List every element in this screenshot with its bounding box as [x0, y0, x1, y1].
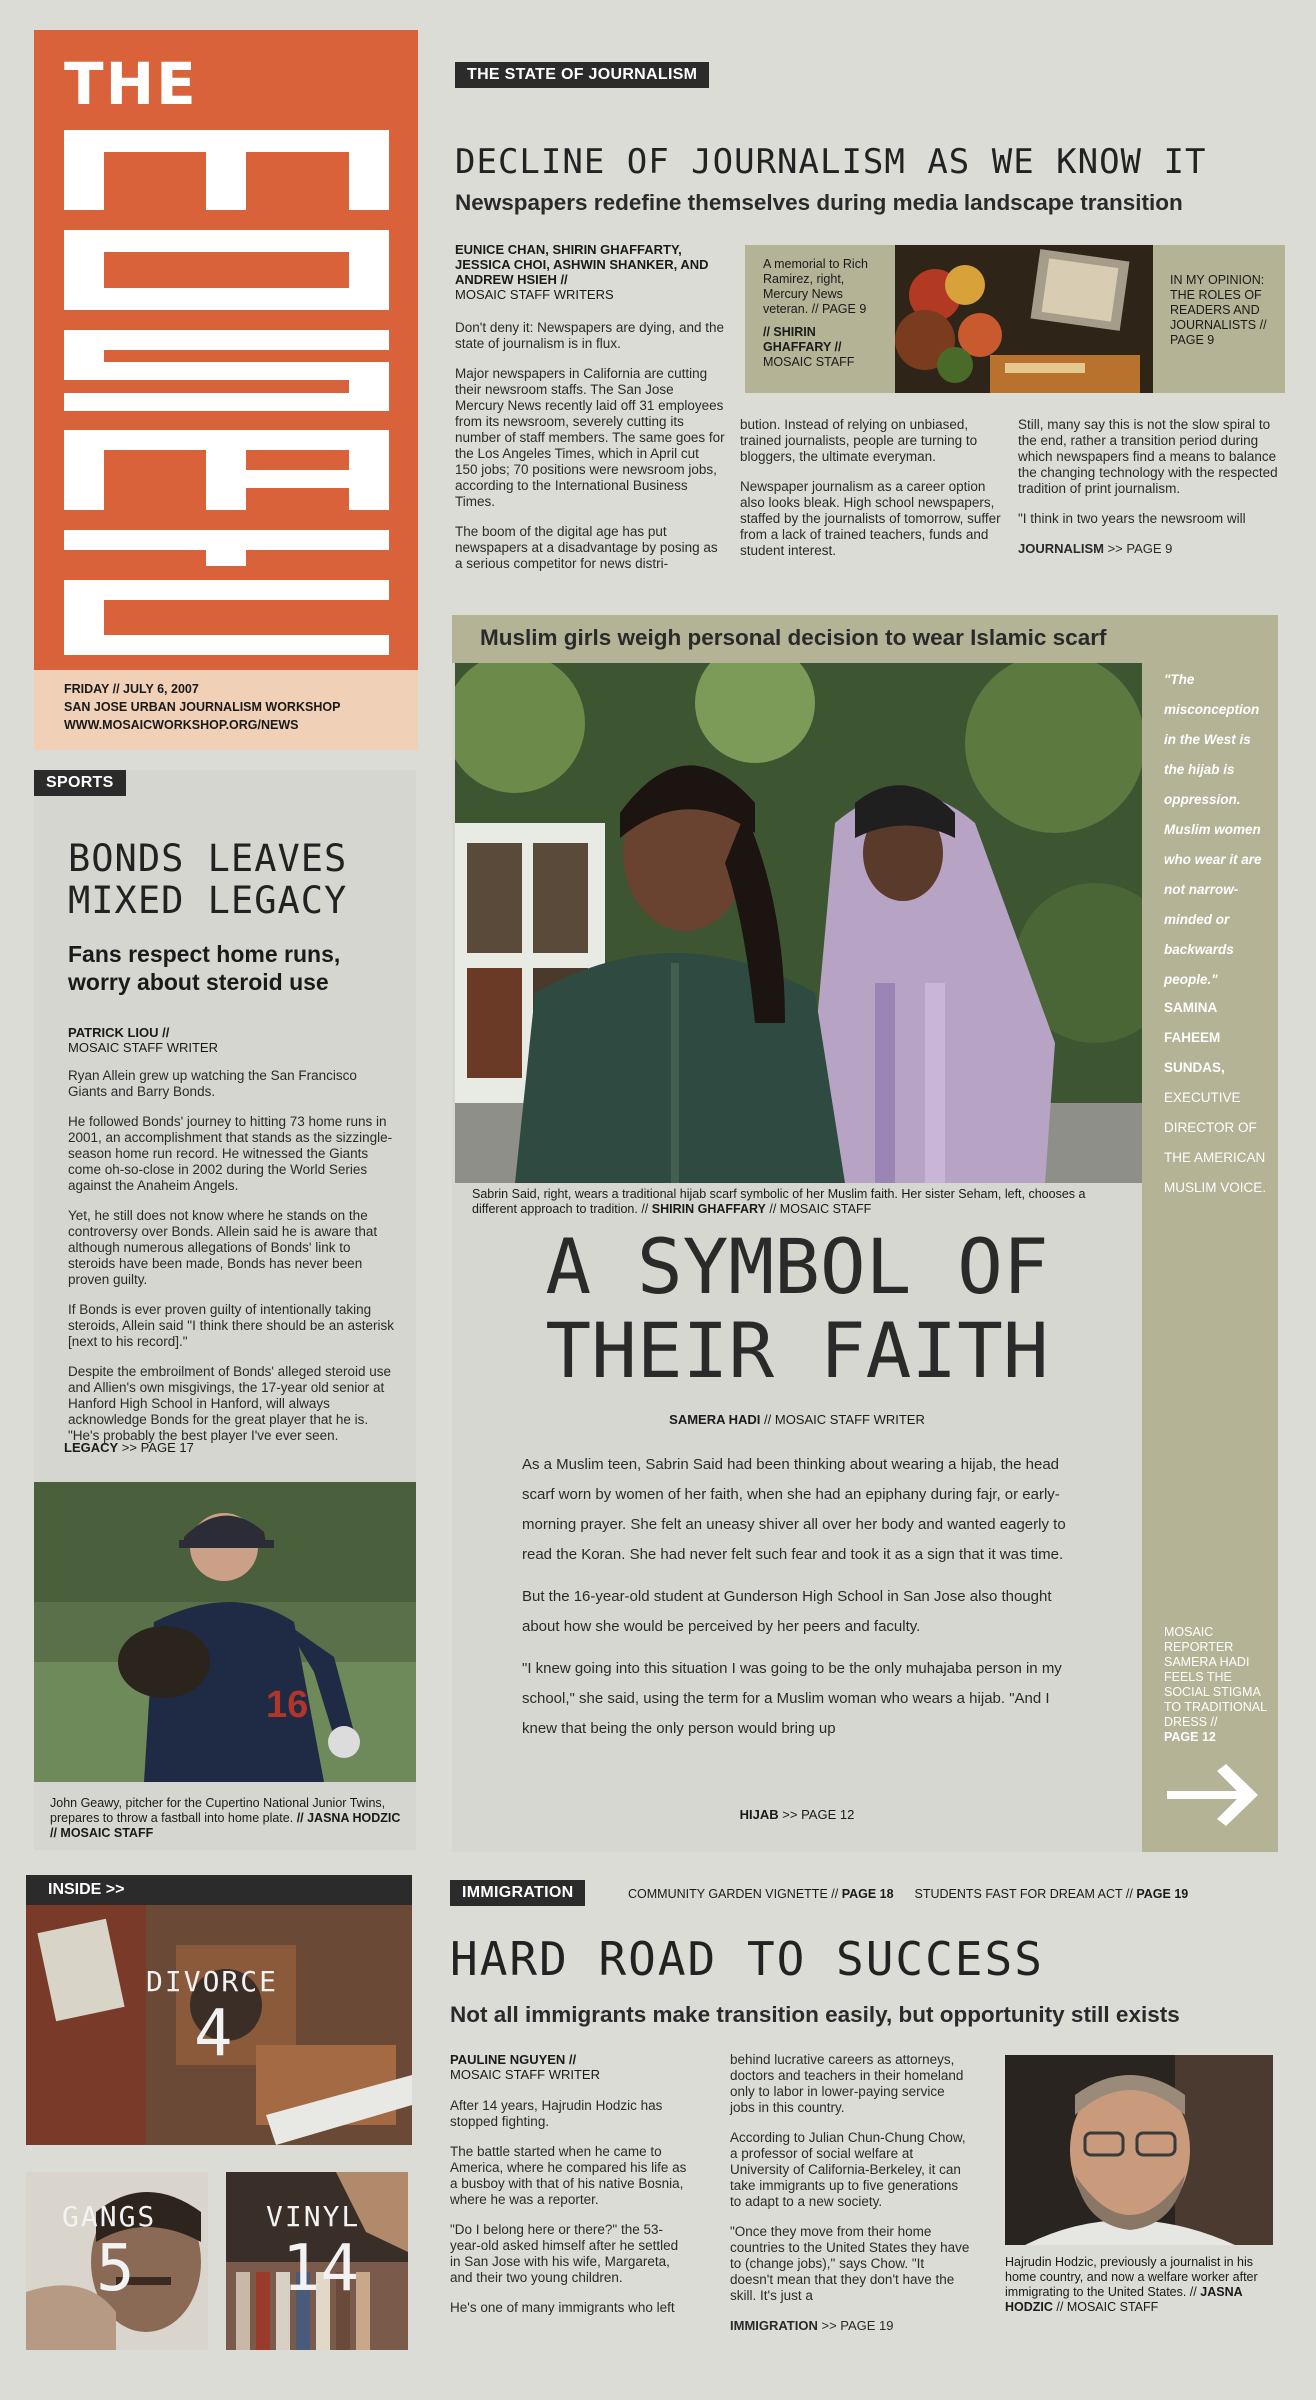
hodzic-photo-drawing — [1005, 2055, 1273, 2245]
paragraph: He followed Bonds' journey to hitting 73 home runs in 2001, an accomplishment that stands as the sizzingle-season home run record. He witnessed the Giants come oh-so-close in 2002 during the World Series against the Anaheim Angels. — [68, 1114, 393, 1193]
inside-vinyl-page: 14 — [282, 2232, 360, 2306]
sports-headline-line1: BONDS LEAVES — [68, 837, 348, 880]
pitcher-caption — [50, 1796, 405, 1841]
teaser-dream-act-page[interactable]: PAGE 19 — [1136, 1887, 1189, 1901]
teaser-garden[interactable]: COMMUNITY GARDEN VIGNETTE // — [628, 1887, 839, 1901]
journalism-photo-band — [745, 245, 1285, 393]
paragraph: According to Julian Chun-Chung Chow, a professor of social welfare at University of California-Berkeley, it can take immigrants up to five generations to adapt to a new society. — [730, 2130, 966, 2209]
inside-divorce-page: 4 — [194, 1997, 233, 2071]
pitcher-caption-credit: // JASNA HODZIC // MOSAIC STAFF — [50, 1811, 401, 1840]
paragraph: "I knew going into this situation I was going to be the only muhajaba person in my school," she said, using the term for a Muslim woman who wears a hijab. "And I knew that being the only person would bring up — [522, 1660, 1062, 1737]
journalism-headline[interactable]: DECLINE OF JOURNALISM AS WE KNOW IT — [455, 142, 1207, 182]
jump-page: >> PAGE 9 — [1107, 541, 1173, 556]
hijab-sidebar — [1142, 615, 1278, 1852]
memorial-caption-role: MOSAIC STAFF — [763, 355, 855, 369]
hodzic-photo — [1005, 2055, 1273, 2245]
section-label-sports: SPORTS — [34, 770, 126, 796]
letter-A — [64, 430, 389, 510]
masthead-block-letters — [54, 125, 399, 660]
hijab-headline[interactable] — [452, 1222, 1142, 1395]
inside-vinyl-title: VINYL — [266, 2200, 361, 2233]
immigration-headline[interactable]: HARD ROAD TO SUCCESS — [450, 1932, 1044, 1986]
immigration-byline-name: PAULINE NGUYEN // — [450, 2052, 577, 2067]
memorial-photo-drawing — [895, 245, 1153, 393]
inside-section — [26, 1875, 412, 2355]
paragraph: Major newspapers in California are cutting their newsroom staffs. The San Jose Mercury News recently laid off 31 employees from its newsroom, severely cutting its number of staff members. The same goes for the Los Angeles Times, which in April cut 150 jobs; 70 positions were newsroom jobs, according to the International Business Times. — [455, 366, 725, 509]
jump-word: HIJAB — [739, 1807, 779, 1822]
journalism-byline-role: MOSAIC STAFF WRITERS — [455, 287, 614, 302]
paragraph: Despite the embroilment of Bonds' alleged steroid use and Allien's own misgivings, the 17-year old senior at Hanford High School in Hanford, will always acknowledge Bonds for the great player that he is. "He's probably the best player I've ever seen. — [68, 1364, 392, 1443]
hijab-photo-caption — [472, 1187, 1132, 1217]
jump-word: LEGACY — [64, 1440, 119, 1455]
memorial-caption — [763, 257, 875, 370]
paragraph: "Once they move from their home countries to the United States they have to (change jobs)," says Chow. "It doesn't mean that they don't have the skill. It's just a — [730, 2224, 970, 2303]
inside-item-gangs[interactable] — [26, 2172, 208, 2350]
masthead-org: SAN JOSE URBAN JOURNALISM WORKSHOP — [64, 700, 341, 714]
immigration-jump[interactable] — [730, 2318, 970, 2334]
journalism-byline — [455, 242, 725, 302]
inside-item-divorce[interactable] — [26, 1905, 412, 2145]
paragraph: Still, many say this is not the slow spiral to the end, rather a transition period during which newspapers find a means to balance the changing technology with the respected tradition of print journalism. — [1018, 417, 1278, 496]
hijab-sidebar-note[interactable] — [1164, 1625, 1272, 1745]
hijab-byline — [452, 1412, 1142, 1427]
hijab-quote: "The misconception in the West is the hijab is oppression. Muslim women who wear it are not narrow-minded or backwards people." — [1164, 672, 1262, 987]
hijab-headline-line2: THEIR FAITH — [545, 1306, 1049, 1395]
journalism-deck: Newspapers redefine themselves during media landscape transition — [455, 190, 1183, 215]
immigration-col2 — [730, 2052, 970, 2334]
hodzic-caption-text: Hajrudin Hodzic, previously a journalist in his home country, and now a welfare worker after immigrating to the United States. // — [1005, 2255, 1258, 2299]
journalism-jump[interactable] — [1018, 541, 1283, 557]
paragraph: He's one of many immigrants who left — [450, 2300, 675, 2315]
letter-M — [64, 130, 389, 210]
sports-byline — [68, 1025, 218, 1055]
immigration-byline — [450, 2052, 600, 2082]
paragraph: bution. Instead of relying on unbiased, trained journalists, people are turning to bloggers, the ultimate everyman. — [740, 417, 978, 464]
letter-C — [64, 580, 389, 655]
sports-headline[interactable] — [68, 838, 347, 922]
paragraph: "I think in two years the newsroom will — [1018, 511, 1246, 526]
inside-item-vinyl[interactable] — [226, 2172, 408, 2350]
hijab-byline-name: SAMERA HADI — [669, 1412, 761, 1427]
paragraph: behind lucrative careers as attorneys, doctors and teachers in their homeland only to labor in lower-paying service jobs in this country. — [730, 2052, 964, 2115]
paragraph: But the 16-year-old student at Gunderson High School in San Jose also thought about how she would be perceived by her peers and faculty. — [522, 1588, 1052, 1635]
hijab-sidebar-page: PAGE 12 — [1164, 1730, 1216, 1744]
masthead-the: THE — [64, 50, 198, 118]
hijab-jump[interactable] — [452, 1807, 1142, 1822]
sports-body — [68, 1068, 398, 1458]
inside-label-bar — [26, 1875, 412, 1905]
immigration-section — [450, 1880, 1280, 2360]
inside-gangs-title: GANGS — [62, 2200, 157, 2233]
section-label-journalism: THE STATE OF JOURNALISM — [455, 62, 709, 88]
hijab-sidebar-note-text: MOSAIC REPORTER SAMERA HADI FEELS THE SOCIAL STIGMA TO TRADITIONAL DRESS // — [1164, 1625, 1267, 1729]
jump-word: IMMIGRATION — [730, 2318, 818, 2333]
paragraph: After 14 years, Hajrudin Hodzic has stopped fighting. — [450, 2098, 663, 2129]
section-label-immigration: IMMIGRATION — [450, 1880, 585, 1906]
immigration-byline-role: MOSAIC STAFF WRITER — [450, 2067, 600, 2082]
journalism-col2 — [740, 417, 1002, 573]
paragraph: As a Muslim teen, Sabrin Said had been thinking about wearing a hijab, the head scarf worn by women of her faith, when she had an epiphany during fajr, or early-morning prayer. She felt an uneasy shiver all over her body and wanted eagerly to read the Koran. She had never felt such fear and took it as a sign that it was time. — [522, 1456, 1066, 1563]
hodzic-caption-role: // MOSAIC STAFF — [1056, 2300, 1159, 2314]
immigration-teasers — [628, 1887, 1188, 1901]
paragraph: If Bonds is ever proven guilty of intentionally taking steroids, Allein said "I think there should be an asterisk [next to his record]." — [68, 1302, 394, 1349]
jump-word: JOURNALISM — [1018, 541, 1104, 556]
masthead-info — [34, 670, 418, 750]
hijab-kicker-band — [452, 615, 1142, 663]
memorial-caption-text: A memorial to Rich Ramirez, right, Mercury News veteran. // PAGE 9 — [763, 257, 868, 316]
hijab-photo — [455, 663, 1142, 1183]
pitcher-caption-text: John Geawy, pitcher for the Cupertino National Junior Twins, prepares to throw a fastball into home plate. — [50, 1796, 386, 1825]
journalism-section — [455, 62, 1285, 582]
hijab-headline-line1: A SYMBOL OF — [545, 1222, 1049, 1311]
hodzic-caption — [1005, 2255, 1273, 2315]
hijab-kicker: Muslim girls weigh personal decision to wear Islamic scarf — [480, 625, 1107, 650]
sports-deck: Fans respect home runs, worry about steroid use — [68, 941, 341, 995]
hijab-section — [452, 615, 1278, 1852]
letter-I — [64, 530, 389, 566]
jump-page: >> PAGE 19 — [821, 2318, 894, 2333]
sports-headline-line2: MIXED LEGACY — [68, 879, 348, 922]
hijab-caption-text: Sabrin Said, right, wears a traditional hijab scarf symbolic of her Muslim faith. Her sister Seham, left, chooses a different approach to tradition. // — [472, 1187, 1086, 1216]
journalism-col1 — [455, 320, 725, 586]
journalism-byline-names: EUNICE CHAN, SHIRIN GHAFFARTY, JESSICA CHOI, ASHWIN SHANKER, AND ANDREW HSIEH // — [455, 242, 709, 287]
masthead-date: FRIDAY // JULY 6, 2007 — [64, 682, 199, 696]
hijab-byline-role: // MOSAIC STAFF WRITER — [764, 1412, 925, 1427]
masthead — [34, 30, 418, 750]
hijab-body — [522, 1450, 1082, 1744]
sports-byline-name: PATRICK LIOU // — [68, 1025, 170, 1040]
hijab-caption-credit: SHIRIN GHAFFARY — [651, 1202, 766, 1216]
paragraph: Newspaper journalism as a career option also looks bleak. High school newspapers, staffed by the journalists of tomorrow, suffer from a lack of trained teachers, funds and student interest. — [740, 479, 1001, 558]
masthead-logo — [34, 30, 418, 670]
hijab-quote-name: SAMINA FAHEEM SUNDAS, — [1164, 1000, 1225, 1075]
arrow-right-icon[interactable] — [1162, 1760, 1262, 1830]
pitcher-photo-drawing — [34, 1482, 416, 1782]
memorial-caption-credit: // SHIRIN GHAFFARY // — [763, 325, 842, 354]
hijab-photo-drawing — [455, 663, 1142, 1183]
masthead-url[interactable]: WWW.MOSAICWORKSHOP.ORG/NEWS — [64, 718, 299, 732]
jump-page: >> PAGE 12 — [782, 1807, 855, 1822]
memorial-photo — [895, 245, 1153, 393]
hodzic-caption-credit: JASNA HODZIC — [1005, 2285, 1243, 2314]
sports-section — [34, 770, 416, 1850]
letter-O — [64, 230, 389, 310]
journalism-col3 — [1018, 417, 1283, 557]
svg-text:16: 16 — [266, 1684, 309, 1726]
paragraph: The battle started when he came to America, where he compared his life as a busboy with that of his native Bosnia, where he was a reporter. — [450, 2144, 687, 2207]
hijab-caption-role: // MOSAIC STAFF — [769, 1202, 872, 1216]
inside-label: INSIDE >> — [48, 1881, 125, 1898]
paragraph: "Do I belong here or there?" the 53-year-old asked himself after he settled in San Jose with his wife, Margareta, and their two young children. — [450, 2222, 679, 2285]
paragraph: The boom of the digital age has put newspapers at a disadvantage by posing as a serious competitor for news distri- — [455, 524, 718, 571]
paragraph: Yet, he still does not know where he stands on the controversy over Bonds. Allein said he is aware that although numerous allegations of Bonds' link to steroids have been made, Bonds has never been proven guilty. — [68, 1208, 378, 1287]
teaser-dream-act[interactable]: STUDENTS FAST FOR DREAM ACT // — [914, 1887, 1133, 1901]
jump-page: >> PAGE 17 — [121, 1440, 194, 1455]
sports-jump[interactable] — [64, 1440, 194, 1455]
immigration-deck: Not all immigrants make transition easily, but opportunity still exists — [450, 2002, 1180, 2027]
paragraph: Don't deny it: Newspapers are dying, and the state of journalism is in flux. — [455, 320, 724, 351]
teaser-garden-page[interactable]: PAGE 18 — [841, 1887, 894, 1901]
sports-byline-role: MOSAIC STAFF WRITER — [68, 1040, 218, 1055]
immigration-col1 — [450, 2098, 690, 2330]
opinion-teaser[interactable]: IN MY OPINION: THE ROLES OF READERS AND JOURNALISTS // PAGE 9 — [1170, 273, 1267, 347]
inside-gangs-page: 5 — [96, 2232, 135, 2306]
inside-divorce-title: DIVORCE — [146, 1965, 279, 1998]
paragraph: Ryan Allein grew up watching the San Francisco Giants and Barry Bonds. — [68, 1068, 357, 1099]
letter-S — [64, 330, 389, 411]
pitcher-photo — [34, 1482, 416, 1782]
hijab-quote-role: EXECUTIVE DIRECTOR OF THE AMERICAN MUSLIM VOICE. — [1164, 1090, 1267, 1195]
